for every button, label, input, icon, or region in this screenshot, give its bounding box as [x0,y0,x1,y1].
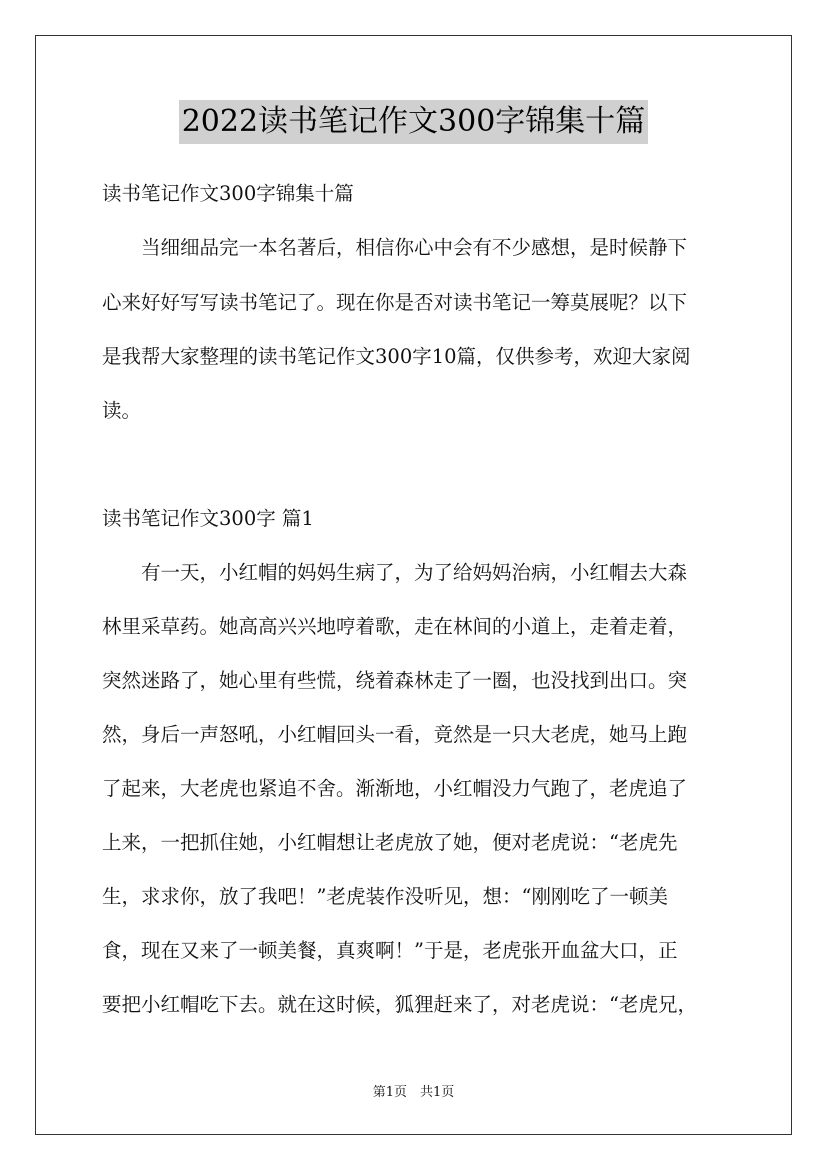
intro-line: 是我帮大家整理的读书笔记作文300字10篇，仅供参考，欢迎大家阅 [102,345,691,368]
body-line: 林里采草药。她高高兴兴地哼着歌，走在林间的小道上，走着走着， [102,615,688,638]
body-line: 突然迷路了，她心里有些慌，绕着森林走了一圈，也没找到出口。突 [102,669,688,692]
intro-line: 心来好好写写读书笔记了。现在你是否对读书笔记一筹莫展呢？以下 [102,291,688,314]
document-title: 2022读书笔记作文300字锦集十篇 [179,100,649,144]
intro-line: 当细细品完一本名著后，相信你心中会有不少感想，是时候静下 [102,236,688,259]
body-line: 然，身后一声怒吼，小红帽回头一看，竟然是一只大老虎，她马上跑 [102,723,688,746]
subtitle: 读书笔记作文300字锦集十篇 [102,182,354,205]
title-container [0,100,827,144]
body-line: 了起来，大老虎也紧追不舍。渐渐地，小红帽没力气跑了，老虎追了 [102,777,688,800]
body-line: 上来，一把抓住她，小红帽想让老虎放了她，便对老虎说：“老虎先 [102,831,678,854]
body-line: 有一天，小红帽的妈妈生病了，为了给妈妈治病，小红帽去大森 [102,561,688,584]
body-line: 生，求求你，放了我吧！”老虎装作没听见，想：“刚刚吃了一顿美 [102,885,668,908]
intro-line: 读。 [102,399,142,422]
page-number: 第1页 共1页 [372,1085,455,1100]
body-line: 食，现在又来了一顿美餐，真爽啊！”于是，老虎张开血盆大口，正 [102,939,678,962]
body-line: 要把小红帽吃下去。就在这时候，狐狸赶来了，对老虎说：“老虎兄， [102,993,697,1016]
section-heading: 读书笔记作文300字 篇1 [102,507,314,530]
